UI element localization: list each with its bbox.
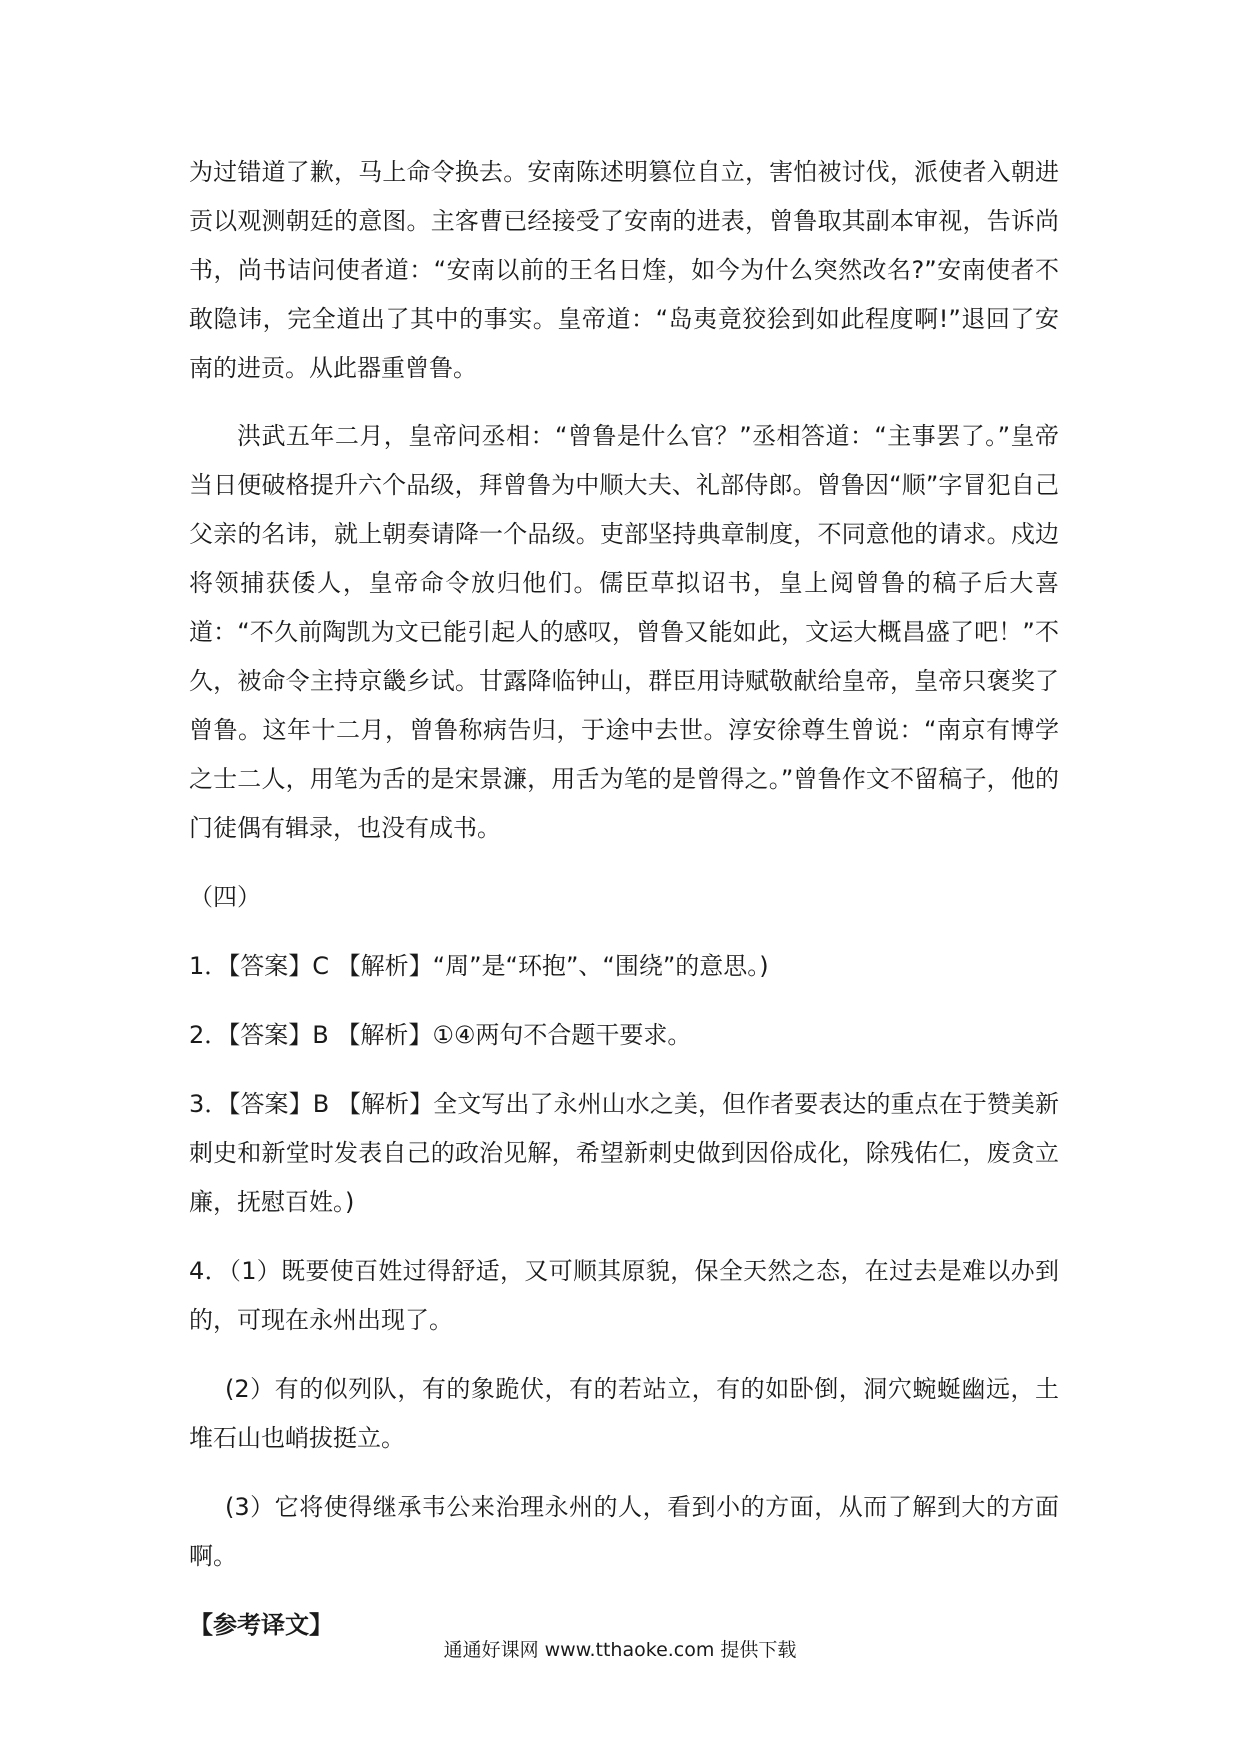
reference-translation-heading: 【参考译文】: [189, 1611, 333, 1639]
paragraph-anan-tribute: 为过错道了歉，马上命令换去。安南陈述明篡位自立，害怕被讨伐，派使者入朝进贡以观测朝廷的意图。主客曹已经接受了安南的进表，曾鲁取其副本审视，告诉尚书，尚书诘问使者道：“安南以前的王名日煃，如今为什么突然改名?”安南使者不敢隐讳，完全道出了其中的事实。皇帝道：“岛夷竟狡狯到如此程度啊!”退回了安南的进贡。从此器重曾鲁。: [189, 158, 1059, 382]
answer-item-1: 1．【答案】C 【解析】“周”是“环抱”、“围绕”的意思。): [189, 952, 769, 980]
paragraph-hongwu-fifth-year: 洪武五年二月，皇帝问丞相：“曾鲁是什么官？”丞相答道：“主事罢了。”皇帝当日便破格提升六个品级，拜曾鲁为中顺大夫、礼部侍郎。曾鲁因“顺”字冒犯自己父亲的名讳，就上朝奏请降一个品级。吏部坚持典章制度，不同意他的请求。戍边将领捕获倭人，皇帝命令放归他们。儒臣草拟诏书，皇上阅曾鲁的稿子后大喜道：“不久前陶凯为文已能引起人的感叹，曾鲁又能如此，文运大概昌盛了吧！”不久，被命令主持京畿乡试。甘露降临钟山，群臣用诗赋敬献给皇帝，皇帝只褒奖了曾鲁。这年十二月，曾鲁称病告归，于途中去世。淳安徐尊生曾说：“南京有博学之士二人，用笔为舌的是宋景濂，用舌为笔的是曾得之。”曾鲁作文不留稿子，他的门徒偶有辑录，也没有成书。: [189, 422, 1059, 842]
answer-item-4-part-1: 4．（1）既要使百姓过得舒适，又可顺其原貌，保全天然之态，在过去是难以办到的，可现在永州出现了。: [189, 1257, 1059, 1334]
answer-item-4-part-2: (2）有的似列队，有的象跪伏，有的若站立，有的如卧倒，洞穴蜿蜒幽远，土堆石山也峭拔挺立。: [189, 1375, 1059, 1452]
document-body: [189, 148, 1059, 1650]
answer-item-4-part-3: (3）它将使得继承韦公来治理永州的人，看到小的方面，从而了解到大的方面啊。: [189, 1493, 1059, 1570]
answer-item-2: 2．【答案】B 【解析】①④两句不合题干要求。: [189, 1021, 692, 1049]
section-heading-four: （四）: [189, 883, 261, 911]
footer-source-note: 通通好课网 www.tthaoke.com 提供下载: [443, 1639, 797, 1661]
answer-item-3: 3．【答案】B 【解析】全文写出了永州山水之美，但作者要表达的重点在于赞美新刺史和新堂时发表自己的政治见解，希望新刺史做到因俗成化，除残佑仁，废贪立廉，抚慰百姓。): [189, 1090, 1059, 1216]
